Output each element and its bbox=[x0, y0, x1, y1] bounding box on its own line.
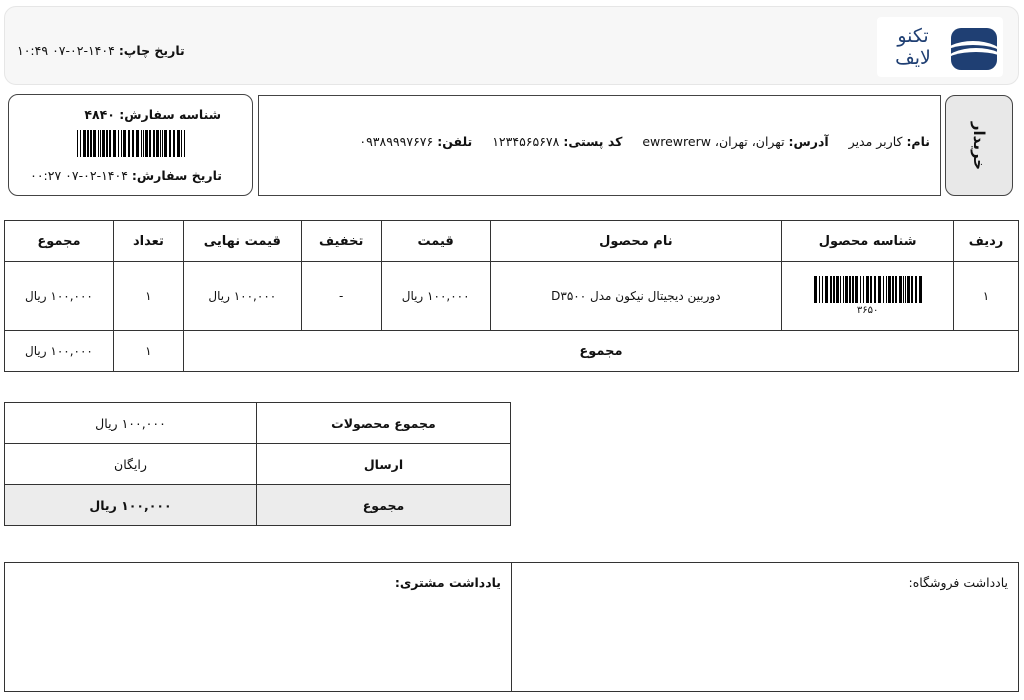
buyer-postal-label: کد پستی: bbox=[563, 134, 623, 149]
buyer-name-value: کاربر مدیر bbox=[848, 134, 903, 149]
buyer-phone-value: ۰۹۳۸۹۹۹۷۶۷۶ bbox=[359, 134, 434, 149]
footer-sum-label: مجموع bbox=[183, 331, 1018, 372]
buyer-address-value: تهران، تهران، ewrewrerw bbox=[642, 134, 785, 149]
cell-product-name: دوربین دیجیتال نیکون مدل D۳۵۰۰ bbox=[490, 262, 782, 331]
cell-product-id bbox=[782, 262, 954, 331]
products-total-label: مجموع محصولات bbox=[257, 403, 511, 444]
print-header bbox=[4, 6, 1019, 85]
order-id bbox=[84, 107, 221, 122]
product-id-number: ۳۶۵۰ bbox=[856, 305, 879, 316]
order-date-label: تاریخ سفارش: bbox=[131, 168, 222, 183]
col-header-final-price: قیمت نهایی bbox=[183, 221, 301, 262]
col-header-product-name: نام محصول bbox=[490, 221, 782, 262]
items-table bbox=[4, 220, 1019, 372]
shipping-value: رایگان bbox=[5, 444, 257, 485]
col-header-discount: تخفیف bbox=[301, 221, 381, 262]
cell-row-number: ۱ bbox=[954, 262, 1019, 331]
order-info-box bbox=[8, 94, 253, 196]
order-barcode bbox=[77, 130, 185, 157]
notes-box bbox=[4, 562, 1019, 692]
buyer-name-label: نام: bbox=[906, 134, 930, 149]
totals-row-shipping bbox=[5, 444, 511, 485]
footer-total: ۱۰۰,۰۰۰ ریال bbox=[5, 331, 114, 372]
print-date-value: ۱۴۰۴-۰۲-۰۷ ۱۰:۴۹ bbox=[17, 43, 115, 58]
products-total-value: ۱۰۰,۰۰۰ ریال bbox=[5, 403, 257, 444]
cell-final-price: ۱۰۰,۰۰۰ ریال bbox=[183, 262, 301, 331]
items-header-row bbox=[5, 221, 1019, 262]
order-id-label: شناسه سفارش: bbox=[119, 107, 221, 122]
print-date bbox=[17, 43, 185, 58]
store-note bbox=[511, 563, 1018, 691]
col-header-row-number: ردیف bbox=[954, 221, 1019, 262]
order-date bbox=[30, 168, 222, 183]
footer-quantity: ۱ bbox=[113, 331, 183, 372]
logo-mark-icon bbox=[951, 28, 997, 70]
logo-text: تکنو لایف bbox=[895, 25, 931, 69]
buyer-info-box bbox=[258, 95, 941, 196]
buyer-tab-label: خریدار bbox=[970, 121, 988, 170]
items-footer-row bbox=[5, 331, 1019, 372]
cell-total: ۱۰۰,۰۰۰ ریال bbox=[5, 262, 114, 331]
buyer-postal-value: ۱۲۳۴۵۶۵۶۷۸ bbox=[492, 134, 560, 149]
buyer-details bbox=[359, 134, 930, 149]
table-row bbox=[5, 262, 1019, 331]
cell-price: ۱۰۰,۰۰۰ ریال bbox=[381, 262, 490, 331]
col-header-price: قیمت bbox=[381, 221, 490, 262]
col-header-total: مجموع bbox=[5, 221, 114, 262]
customer-note-label: یادداشت مشتری: bbox=[394, 575, 501, 590]
buyer-address-label: آدرس: bbox=[788, 134, 829, 149]
cell-quantity: ۱ bbox=[113, 262, 183, 331]
col-header-quantity: تعداد bbox=[113, 221, 183, 262]
buyer-phone-label: تلفن: bbox=[437, 134, 473, 149]
grand-total-label: مجموع bbox=[257, 485, 511, 526]
print-date-label: تاریخ چاپ: bbox=[118, 43, 185, 58]
order-id-value: ۴۸۴۰ bbox=[84, 107, 115, 122]
product-barcode bbox=[814, 276, 922, 303]
cell-discount: - bbox=[301, 262, 381, 331]
grand-total-value: ۱۰۰,۰۰۰ ریال bbox=[5, 485, 257, 526]
col-header-product-id: شناسه محصول bbox=[782, 221, 954, 262]
totals-table bbox=[4, 402, 511, 526]
totals-row-sum bbox=[5, 485, 511, 526]
buyer-tab bbox=[945, 95, 1013, 196]
store-logo bbox=[877, 17, 1003, 77]
shipping-label: ارسال bbox=[257, 444, 511, 485]
store-note-label: یادداشت فروشگاه: bbox=[908, 575, 1008, 590]
order-date-value: ۱۴۰۴-۰۲-۰۷ ۰۰:۲۷ bbox=[30, 168, 128, 183]
totals-row-products bbox=[5, 403, 511, 444]
customer-note bbox=[5, 563, 512, 691]
